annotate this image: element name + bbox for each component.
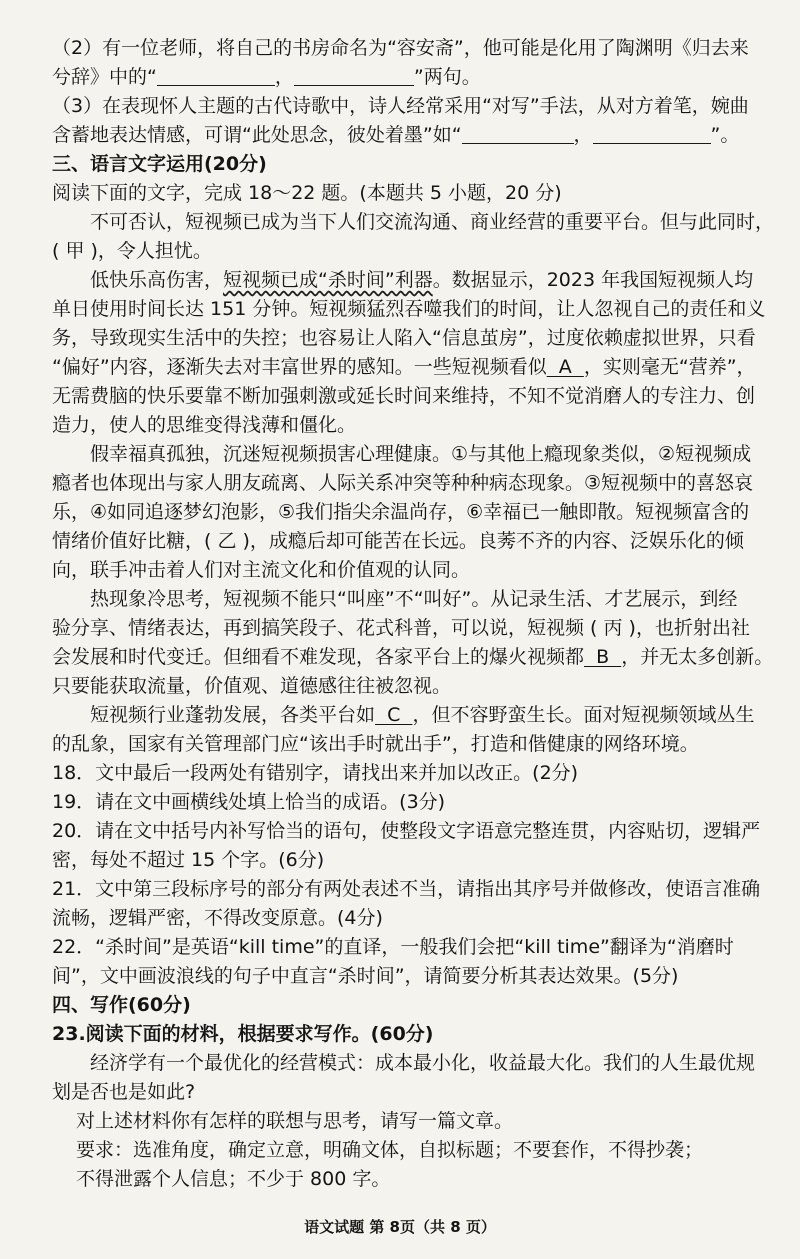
text-span: 短视频行业蓬勃发展，各类平台如: [90, 704, 376, 726]
idiom-gap-a[interactable]: A: [546, 356, 584, 378]
question-18: 18．文中最后一段两处有错别字，请找出来并加以改正。(2分): [52, 762, 579, 784]
passage-p4-line: 热现象冷思考，短视频不能只“叫座”不“叫好”。从记录生活、才艺展示，到经: [90, 588, 738, 610]
q3-text-b: ，: [573, 124, 593, 146]
passage-p4-line: 只要能获取流量，价值观、道德感往往被忽视。: [52, 675, 452, 697]
question-20: 20．请在文中括号内补写恰当的语句，使整段文字语意完整连贯，内容贴切，逻辑严: [52, 820, 761, 842]
question-19: 19．请在文中画横线处填上恰当的成语。(3分): [52, 791, 446, 813]
requirements-line: 要求：选准角度，确定立意，明确文体，自拟标题；不要套作，不得抄袭；: [76, 1139, 704, 1161]
q2-text-a: 兮辞》中的“: [52, 66, 157, 88]
question-22-cont: 间”，文中画波浪线的句子中直言“杀时间”，请简要分析其表达效果。(5分): [52, 965, 679, 987]
passage-p2-line: 无需费脑的快乐要靠不断加强刺激或延长时间来维持，不知不觉消磨人的专注力、创: [52, 385, 756, 407]
text-span: ，并无太多创新。: [621, 646, 774, 668]
material-line: 经济学有一个最优化的经营模式：成本最小化，收益最大化。我们的人生最优规: [90, 1052, 756, 1074]
section-3-intro: 阅读下面的文字，完成 18～22 题。(本题共 5 小题，20 分): [52, 182, 562, 204]
passage-p3-line: 瘾者也体现出与家人朋友疏离、人际关系冲突等种种病态现象。③短视频中的喜怒哀: [52, 472, 754, 494]
answer-blank[interactable]: [593, 124, 711, 144]
answer-blank[interactable]: [294, 66, 414, 86]
q3-line-1: （3）在表现怀人主题的古代诗歌中，诗人经常采用“对写”手法，从对方着笔，婉曲: [52, 95, 749, 117]
writing-prompt: 对上述材料你有怎样的联想与思考，请写一篇文章。: [76, 1110, 514, 1132]
answer-blank[interactable]: [462, 124, 574, 144]
text-span: ，但不容野蛮生长。面对短视频领域丛生: [412, 704, 755, 726]
question-21: 21．文中第三段标序号的部分有两处表述不当，请指出其序号并做修改，使语言准确: [52, 878, 761, 900]
text-span: 会发展和时代变迁。但细看不难发现，各家平台上的爆火视频都: [52, 646, 585, 668]
passage-p2-line: 单日使用时间长达 151 分钟。短视频猛烈吞噬我们的时间，让人忽视自己的责任和义: [52, 298, 766, 320]
passage-p4-line: 验分享、情绪表达，再到搞笑段子、花式科普，可以说，短视频 ( 丙 )，也折射出社: [52, 617, 750, 639]
text-span: “偏好”内容，逐渐失去对丰富世界的感知。一些短视频看似: [52, 356, 547, 378]
answer-blank[interactable]: [157, 66, 275, 86]
question-20-cont: 密，每处不超过 15 个字。(6分): [52, 849, 325, 871]
q3-text-c: ”。: [710, 124, 740, 146]
text-span: 。数据显示，2023 年我国短视频人均: [432, 269, 754, 291]
passage-p4-line: [52, 643, 774, 672]
question-23: 23.阅读下面的材料，根据要求写作。(60分): [52, 1023, 434, 1045]
passage-p1-line: ( 甲 )，令人担忧。: [52, 240, 212, 262]
text-span: 低快乐高伤害，: [90, 269, 224, 291]
text-span: ，实则毫无“营养”，: [583, 356, 756, 378]
material-line: 划是否也是如此?: [52, 1081, 196, 1103]
passage-p2-line: [52, 266, 760, 295]
passage-p2-line: 造力，使人的思维变得浅薄和僵化。: [52, 414, 357, 436]
passage-p3-line: 情绪价值好比糖，( 乙 )，成瘾后却可能苦在长远。良莠不齐的内容、泛娱乐化的倾: [52, 530, 744, 552]
idiom-gap-c[interactable]: C: [375, 704, 413, 726]
passage-p1-line: 不可否认，短视频已成为当下人们交流沟通、商业经营的重要平台。但与此同时，: [90, 211, 775, 233]
passage-p2-line: [52, 353, 760, 382]
passage-p2-line: 务，导致现实生活中的失控；也容易让人陷入“信息茧房”，过度依赖虚拟世界，只看: [52, 327, 756, 349]
section-3-title: 三、语言文字运用(20分): [52, 153, 267, 175]
q2-line-2: [52, 63, 760, 92]
question-22: 22．“杀时间”是英语“kill time”的直译，一般我们会把“kill time”翻译为“消磨时: [52, 936, 734, 958]
section-4-title: 四、写作(60分): [52, 994, 191, 1016]
idiom-gap-b[interactable]: B: [584, 646, 622, 668]
page-footer: 语文试题 第 8页（共 8 页）: [304, 1218, 496, 1236]
requirements-line: 不得泄露个人信息；不少于 800 字。: [76, 1168, 391, 1190]
passage-p5-line: 的乱象，国家有关管理部门应“该出手时就出手”，打造和偕健康的网络环境。: [52, 733, 699, 755]
question-21-cont: 流畅，逻辑严密，不得改变原意。(4分): [52, 907, 383, 929]
wavy-underlined-sentence: 短视频已成“杀时间”利器: [223, 269, 433, 291]
q2-text-c: ”两句。: [413, 66, 481, 88]
q2-text-b: ，: [274, 66, 294, 88]
passage-p3-line: 假幸福真孤独，沉迷短视频损害心理健康。①与其他上瘾现象类似，②短视频成: [90, 443, 752, 465]
passage-p3-line: 乐，④如同追逐梦幻泡影，⑤我们指尖余温尚存，⑥幸福已一触即散。短视频富含的: [52, 501, 750, 523]
exam-page: [52, 34, 775, 1194]
passage-p3-line: 向，联手冲击着人们对主流文化和价值观的认同。: [52, 559, 471, 581]
q2-line-1: （2）有一位老师，将自己的书房命名为“容安斋”，他可能是化用了陶渊明《归去来: [52, 37, 749, 59]
q3-text-a: 含蓄地表达情感，可谓“此处思念，彼处着墨”如“: [52, 124, 462, 146]
q3-line-2: [52, 121, 760, 150]
passage-p5-line: [52, 701, 760, 730]
